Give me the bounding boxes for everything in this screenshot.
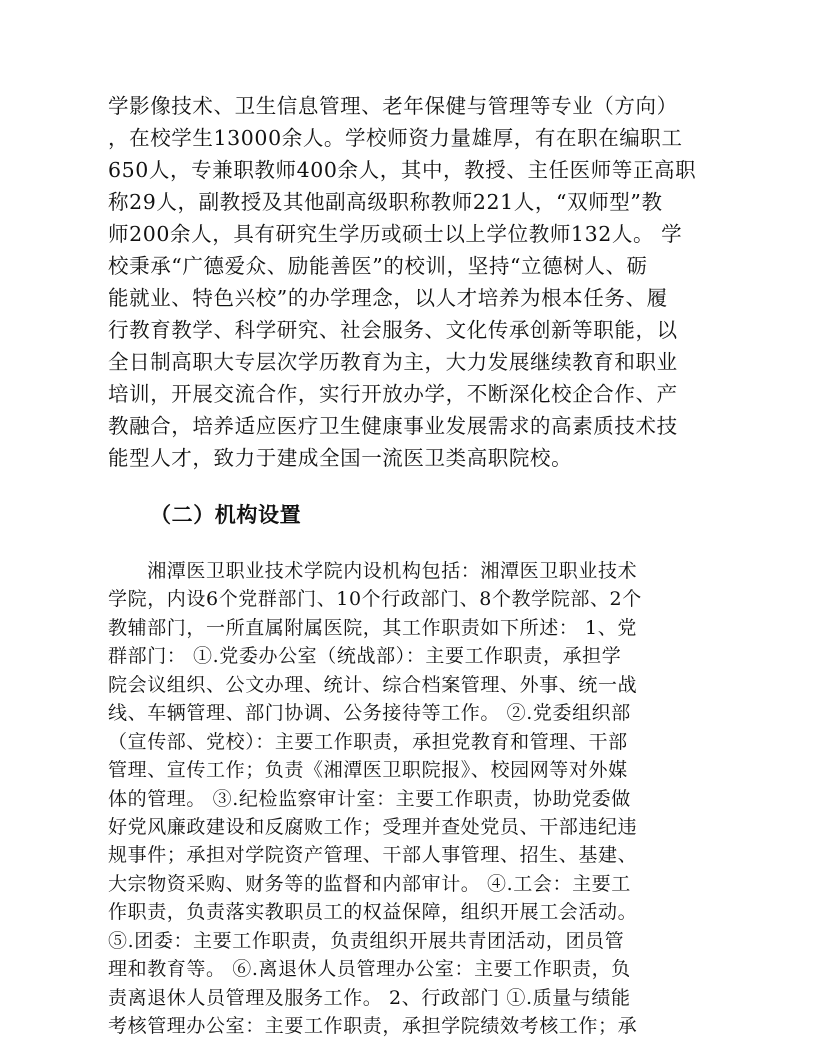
text-line: 作职责，负责落实教职员工的权益保障，组织开展工会活动。: [108, 901, 638, 924]
text-line: 称29人，副教授及其他副高级职称教师221人，“双师型”教: [108, 190, 663, 214]
text-line: （宣传部、党校）：主要工作职责，承担党教育和管理、干部: [108, 730, 628, 753]
text-line: 能型人才，致力于建成全国一流医卫类高职院校。: [108, 446, 573, 470]
text-line: 湘潭医卫职业技术学院内设机构包括：湘潭医卫职业技术: [108, 560, 638, 582]
text-line: 650人，专兼职教师400余人，其中，教授、主任医师等正高职: [108, 158, 697, 182]
text-line: 教辅部门，一所直属附属医院，其工作职责如下所述： 1、党: [108, 616, 637, 639]
text-line: 线、车辆管理、部门协调、公务接待等工作。 ②.党委组织部: [108, 702, 631, 725]
text-line: 师200余人，具有研究生学历或硕士以上学位教师132人。 学: [108, 222, 683, 246]
text-line: 规事件；承担对学院资产管理、干部人事管理、招生、基建、: [108, 844, 638, 867]
text-line: 体的管理。 ③.纪检监察审计室：主要工作职责，协助党委做: [108, 787, 631, 810]
text-line: 考核管理办公室：主要工作职责，承担学院绩效考核工作；承: [108, 1015, 638, 1037]
text-line: 学影像技术、卫生信息管理、老年保健与管理等专业（方向）: [108, 94, 678, 118]
text-line: 全日制高职大专层次学历教育为主，大力发展继续教育和职业: [108, 350, 678, 374]
text-line: 好党风廉政建设和反腐败工作；受理并查处党员、干部违纪违: [108, 815, 638, 838]
text-line: 学院，内设6个党群部门、10个行政部门、8个教学院部、2个: [108, 588, 642, 611]
text-line: 院会议组织、公文办理、统计、综合档案管理、外事、统一战: [108, 673, 638, 696]
text-line: 理和教育等。 ⑥.离退休人员管理办公室：主要工作职责，负: [108, 958, 631, 981]
text-line: ⑤.团委：主要工作职责，负责组织开展共青团活动，团员管: [108, 929, 625, 952]
text-line: 管理、宣传工作；负责《湘潭医卫职院报》、校园网等对外媒: [108, 759, 628, 782]
text-line: 校秉承“广德爱众、励能善医”的校训，坚持“立德树人、砺: [108, 254, 648, 278]
text-line: ，在校学生13000余人。学校师资力量雄厚，有在职在编职工: [108, 126, 683, 150]
text-line: 能就业、特色兴校”的办学理念，以人才培养为根本任务、履: [108, 286, 668, 310]
section-heading: （二）机构设置: [150, 503, 302, 527]
text-line: 责离退休人员管理及服务工作。 2、行政部门 ①.质量与绩能: [108, 986, 631, 1009]
text-line: 群部门： ①.党委办公室（统战部）：主要工作职责，承担学: [108, 645, 622, 668]
text-line: 行教育教学、科学研究、社会服务、文化传承创新等职能，以: [108, 318, 678, 342]
text-line: 培训，开展交流合作，实行开放办学，不断深化校企合作、产: [108, 382, 678, 406]
text-line: 大宗物资采购、财务等的监督和内部审计。 ④.工会：主要工: [108, 872, 631, 895]
text-line: 教融合，培养适应医疗卫生健康事业发展需求的高素质技术技: [108, 414, 678, 438]
